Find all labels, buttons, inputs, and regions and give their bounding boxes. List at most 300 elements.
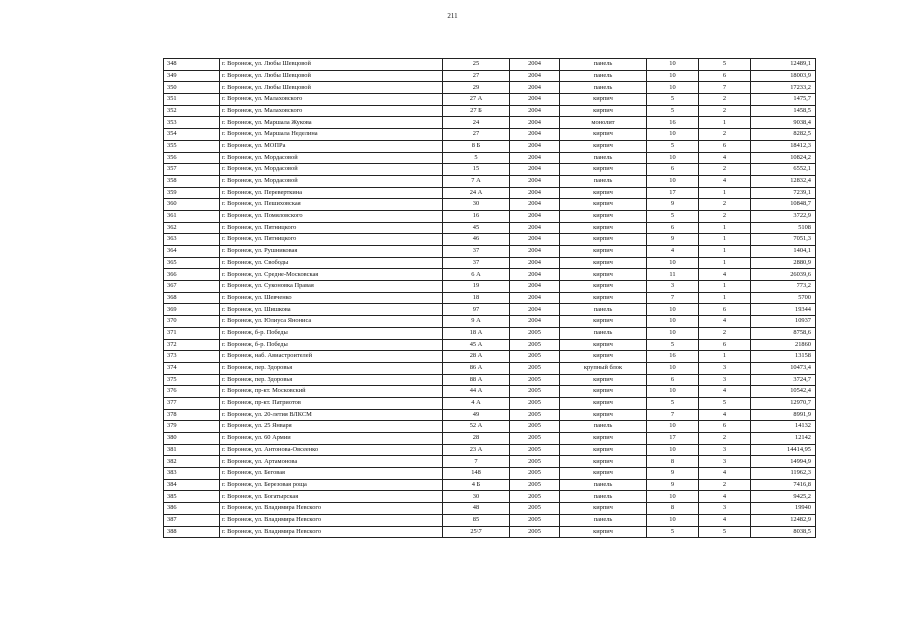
wall-material-cell: кирпич bbox=[560, 339, 647, 351]
year-cell: 2005 bbox=[510, 456, 560, 468]
wall-material-cell: монолит bbox=[560, 117, 647, 129]
floors-cell: 10 bbox=[647, 59, 699, 71]
house-number-cell: 28 bbox=[443, 433, 510, 445]
row-number-cell: 359 bbox=[164, 187, 220, 199]
table-row bbox=[164, 199, 816, 211]
wall-material-cell: кирпич bbox=[560, 526, 647, 538]
wall-material-cell: панель bbox=[560, 327, 647, 339]
area-cell: 6552,1 bbox=[751, 164, 816, 176]
wall-material-cell: кирпич bbox=[560, 386, 647, 398]
floors-cell: 9 bbox=[647, 479, 699, 491]
area-cell: 3724,7 bbox=[751, 374, 816, 386]
row-number-cell: 352 bbox=[164, 105, 220, 117]
area-cell: 7051,3 bbox=[751, 234, 816, 246]
table-row bbox=[164, 246, 816, 258]
year-cell: 2004 bbox=[510, 152, 560, 164]
table-row bbox=[164, 164, 816, 176]
row-number-cell: 349 bbox=[164, 70, 220, 82]
row-number-cell: 375 bbox=[164, 374, 220, 386]
entrances-cell: 4 bbox=[699, 316, 751, 328]
house-number-cell: 45 А bbox=[443, 339, 510, 351]
floors-cell: 6 bbox=[647, 374, 699, 386]
house-number-cell: 37 bbox=[443, 246, 510, 258]
wall-material-cell: кирпич bbox=[560, 444, 647, 456]
table-row bbox=[164, 281, 816, 293]
wall-material-cell: кирпич bbox=[560, 246, 647, 258]
table-row bbox=[164, 140, 816, 152]
row-number-cell: 388 bbox=[164, 526, 220, 538]
house-number-cell: 6 А bbox=[443, 269, 510, 281]
area-cell: 7416,8 bbox=[751, 479, 816, 491]
entrances-cell: 6 bbox=[699, 70, 751, 82]
address-cell: г. Воронеж, ул. Любы Шевцовой bbox=[220, 59, 443, 71]
house-number-cell: 24 bbox=[443, 117, 510, 129]
house-number-cell: 46 bbox=[443, 234, 510, 246]
year-cell: 2004 bbox=[510, 269, 560, 281]
area-cell: 2880,9 bbox=[751, 257, 816, 269]
year-cell: 2005 bbox=[510, 468, 560, 480]
area-cell: 5108 bbox=[751, 222, 816, 234]
table-row bbox=[164, 316, 816, 328]
table-row bbox=[164, 152, 816, 164]
floors-cell: 10 bbox=[647, 316, 699, 328]
floors-cell: 5 bbox=[647, 94, 699, 106]
floors-cell: 8 bbox=[647, 456, 699, 468]
row-number-cell: 381 bbox=[164, 444, 220, 456]
house-number-cell: 27 А bbox=[443, 94, 510, 106]
area-cell: 3722,9 bbox=[751, 210, 816, 222]
address-cell: г. Воронеж, ул. Владимира Невского bbox=[220, 514, 443, 526]
table-row bbox=[164, 374, 816, 386]
address-cell: г. Воронеж, ул. Мордасовой bbox=[220, 175, 443, 187]
row-number-cell: 357 bbox=[164, 164, 220, 176]
wall-material-cell: панель bbox=[560, 175, 647, 187]
wall-material-cell: панель bbox=[560, 421, 647, 433]
row-number-cell: 387 bbox=[164, 514, 220, 526]
entrances-cell: 5 bbox=[699, 59, 751, 71]
floors-cell: 11 bbox=[647, 269, 699, 281]
entrances-cell: 3 bbox=[699, 456, 751, 468]
house-number-cell: 5 bbox=[443, 152, 510, 164]
house-number-cell: 27 Б bbox=[443, 105, 510, 117]
house-number-cell: 30 bbox=[443, 199, 510, 211]
floors-cell: 5 bbox=[647, 105, 699, 117]
floors-cell: 10 bbox=[647, 129, 699, 141]
area-cell: 26039,6 bbox=[751, 269, 816, 281]
area-cell: 19940 bbox=[751, 503, 816, 515]
wall-material-cell: кирпич bbox=[560, 210, 647, 222]
year-cell: 2005 bbox=[510, 433, 560, 445]
address-cell: г. Воронеж, ул. Шишкова bbox=[220, 304, 443, 316]
wall-material-cell: панель bbox=[560, 70, 647, 82]
wall-material-cell: кирпич bbox=[560, 316, 647, 328]
address-cell: г. Воронеж, ул. Любы Шевцовой bbox=[220, 70, 443, 82]
floors-cell: 10 bbox=[647, 421, 699, 433]
housing-table bbox=[163, 58, 816, 538]
address-cell: г. Воронеж, ул. Владимира Невского bbox=[220, 526, 443, 538]
wall-material-cell: панель bbox=[560, 491, 647, 503]
wall-material-cell: панель bbox=[560, 304, 647, 316]
year-cell: 2004 bbox=[510, 199, 560, 211]
area-cell: 10937 bbox=[751, 316, 816, 328]
entrances-cell: 6 bbox=[699, 304, 751, 316]
floors-cell: 9 bbox=[647, 468, 699, 480]
address-cell: г. Воронеж, ул. Юлиуса Янониса bbox=[220, 316, 443, 328]
address-cell: г. Воронеж, ул. Владимира Невского bbox=[220, 503, 443, 515]
floors-cell: 6 bbox=[647, 164, 699, 176]
house-number-cell: 88 А bbox=[443, 374, 510, 386]
wall-material-cell: кирпич bbox=[560, 468, 647, 480]
address-cell: г. Воронеж, ул. Любы Шевцовой bbox=[220, 82, 443, 94]
area-cell: 9038,4 bbox=[751, 117, 816, 129]
row-number-cell: 364 bbox=[164, 246, 220, 258]
house-number-cell: 86 А bbox=[443, 362, 510, 374]
floors-cell: 5 bbox=[647, 140, 699, 152]
area-cell: 21860 bbox=[751, 339, 816, 351]
table-row bbox=[164, 105, 816, 117]
house-number-cell: 52 А bbox=[443, 421, 510, 433]
entrances-cell: 5 bbox=[699, 397, 751, 409]
entrances-cell: 3 bbox=[699, 374, 751, 386]
house-number-cell: 49 bbox=[443, 409, 510, 421]
address-cell: г. Воронеж, ул. Беговая bbox=[220, 468, 443, 480]
table-row bbox=[164, 234, 816, 246]
area-cell: 14994,9 bbox=[751, 456, 816, 468]
floors-cell: 7 bbox=[647, 409, 699, 421]
year-cell: 2004 bbox=[510, 117, 560, 129]
address-cell: г. Воронеж, ул. Артамонова bbox=[220, 456, 443, 468]
address-cell: г. Воронеж, ул. Рушниковая bbox=[220, 246, 443, 258]
address-cell: г. Воронеж, пр-кт. Московский bbox=[220, 386, 443, 398]
house-number-cell: 8 Б bbox=[443, 140, 510, 152]
house-number-cell: 18 bbox=[443, 292, 510, 304]
entrances-cell: 7 bbox=[699, 82, 751, 94]
floors-cell: 10 bbox=[647, 175, 699, 187]
area-cell: 8758,6 bbox=[751, 327, 816, 339]
house-number-cell: 4 Б bbox=[443, 479, 510, 491]
entrances-cell: 4 bbox=[699, 175, 751, 187]
house-number-cell: 44 А bbox=[443, 386, 510, 398]
entrances-cell: 1 bbox=[699, 246, 751, 258]
year-cell: 2004 bbox=[510, 246, 560, 258]
area-cell: 11962,3 bbox=[751, 468, 816, 480]
floors-cell: 10 bbox=[647, 386, 699, 398]
year-cell: 2005 bbox=[510, 339, 560, 351]
floors-cell: 10 bbox=[647, 491, 699, 503]
row-number-cell: 371 bbox=[164, 327, 220, 339]
table-row bbox=[164, 327, 816, 339]
row-number-cell: 367 bbox=[164, 281, 220, 293]
row-number-cell: 370 bbox=[164, 316, 220, 328]
entrances-cell: 3 bbox=[699, 503, 751, 515]
year-cell: 2005 bbox=[510, 386, 560, 398]
row-number-cell: 372 bbox=[164, 339, 220, 351]
table-row bbox=[164, 362, 816, 374]
year-cell: 2004 bbox=[510, 316, 560, 328]
address-cell: г. Воронеж, ул. Антонова-Овсеенко bbox=[220, 444, 443, 456]
area-cell: 7239,1 bbox=[751, 187, 816, 199]
area-cell: 5700 bbox=[751, 292, 816, 304]
row-number-cell: 386 bbox=[164, 503, 220, 515]
address-cell: г. Воронеж, ул. Пятницкого bbox=[220, 222, 443, 234]
floors-cell: 16 bbox=[647, 351, 699, 363]
year-cell: 2004 bbox=[510, 105, 560, 117]
year-cell: 2005 bbox=[510, 351, 560, 363]
table-row bbox=[164, 503, 816, 515]
wall-material-cell: кирпич bbox=[560, 433, 647, 445]
address-cell: г. Воронеж, ул. 20-летия ВЛКСМ bbox=[220, 409, 443, 421]
house-number-cell: 25\7 bbox=[443, 526, 510, 538]
year-cell: 2004 bbox=[510, 59, 560, 71]
wall-material-cell: кирпич bbox=[560, 397, 647, 409]
year-cell: 2004 bbox=[510, 164, 560, 176]
area-cell: 14414,95 bbox=[751, 444, 816, 456]
area-cell: 1475,7 bbox=[751, 94, 816, 106]
wall-material-cell: кирпич bbox=[560, 374, 647, 386]
table-row bbox=[164, 129, 816, 141]
page-number: 211 bbox=[447, 12, 458, 20]
table-row bbox=[164, 351, 816, 363]
table-row bbox=[164, 409, 816, 421]
wall-material-cell: кирпич bbox=[560, 269, 647, 281]
floors-cell: 9 bbox=[647, 234, 699, 246]
address-cell: г. Воронеж, ул. Суконовка Правая bbox=[220, 281, 443, 293]
area-cell: 10824,2 bbox=[751, 152, 816, 164]
row-number-cell: 380 bbox=[164, 433, 220, 445]
house-number-cell: 27 bbox=[443, 129, 510, 141]
year-cell: 2005 bbox=[510, 491, 560, 503]
row-number-cell: 362 bbox=[164, 222, 220, 234]
address-cell: г. Воронеж, ул. Переверткина bbox=[220, 187, 443, 199]
wall-material-cell: кирпич bbox=[560, 234, 647, 246]
row-number-cell: 374 bbox=[164, 362, 220, 374]
table-row bbox=[164, 433, 816, 445]
area-cell: 19344 bbox=[751, 304, 816, 316]
row-number-cell: 361 bbox=[164, 210, 220, 222]
address-cell: г. Воронеж, ул. Малаховского bbox=[220, 94, 443, 106]
floors-cell: 4 bbox=[647, 246, 699, 258]
entrances-cell: 2 bbox=[699, 94, 751, 106]
row-number-cell: 355 bbox=[164, 140, 220, 152]
row-number-cell: 358 bbox=[164, 175, 220, 187]
address-cell: г. Воронеж, ул. Средне-Московская bbox=[220, 269, 443, 281]
table-row bbox=[164, 59, 816, 71]
area-cell: 12489,1 bbox=[751, 59, 816, 71]
wall-material-cell: кирпич bbox=[560, 351, 647, 363]
entrances-cell: 1 bbox=[699, 187, 751, 199]
house-number-cell: 27 bbox=[443, 70, 510, 82]
floors-cell: 16 bbox=[647, 117, 699, 129]
year-cell: 2004 bbox=[510, 94, 560, 106]
wall-material-cell: кирпич bbox=[560, 257, 647, 269]
address-cell: г. Воронеж, ул. 60 Армии bbox=[220, 433, 443, 445]
area-cell: 12970,7 bbox=[751, 397, 816, 409]
year-cell: 2005 bbox=[510, 327, 560, 339]
wall-material-cell: панель bbox=[560, 479, 647, 491]
address-cell: г. Воронеж, б-р. Победы bbox=[220, 339, 443, 351]
entrances-cell: 1 bbox=[699, 257, 751, 269]
address-cell: г. Воронеж, пр-кт. Патриотов bbox=[220, 397, 443, 409]
entrances-cell: 1 bbox=[699, 351, 751, 363]
entrances-cell: 4 bbox=[699, 409, 751, 421]
entrances-cell: 1 bbox=[699, 281, 751, 293]
year-cell: 2004 bbox=[510, 175, 560, 187]
entrances-cell: 1 bbox=[699, 117, 751, 129]
house-number-cell: 4 А bbox=[443, 397, 510, 409]
house-number-cell: 45 bbox=[443, 222, 510, 234]
wall-material-cell: кирпич bbox=[560, 281, 647, 293]
row-number-cell: 382 bbox=[164, 456, 220, 468]
house-number-cell: 30 bbox=[443, 491, 510, 503]
house-number-cell: 48 bbox=[443, 503, 510, 515]
area-cell: 17233,2 bbox=[751, 82, 816, 94]
table-row bbox=[164, 386, 816, 398]
floors-cell: 5 bbox=[647, 526, 699, 538]
row-number-cell: 376 bbox=[164, 386, 220, 398]
entrances-cell: 4 bbox=[699, 152, 751, 164]
area-cell: 12482,9 bbox=[751, 514, 816, 526]
row-number-cell: 351 bbox=[164, 94, 220, 106]
entrances-cell: 1 bbox=[699, 222, 751, 234]
year-cell: 2005 bbox=[510, 374, 560, 386]
address-cell: г. Воронеж, ул. Маршала Жукова bbox=[220, 117, 443, 129]
address-cell: г. Воронеж, пер. Здоровья bbox=[220, 362, 443, 374]
table-row bbox=[164, 222, 816, 234]
row-number-cell: 377 bbox=[164, 397, 220, 409]
area-cell: 10473,4 bbox=[751, 362, 816, 374]
wall-material-cell: кирпич bbox=[560, 409, 647, 421]
row-number-cell: 365 bbox=[164, 257, 220, 269]
year-cell: 2004 bbox=[510, 129, 560, 141]
wall-material-cell: крупный блок bbox=[560, 362, 647, 374]
table-row bbox=[164, 175, 816, 187]
floors-cell: 17 bbox=[647, 433, 699, 445]
entrances-cell: 4 bbox=[699, 514, 751, 526]
year-cell: 2004 bbox=[510, 70, 560, 82]
floors-cell: 8 bbox=[647, 503, 699, 515]
table-row bbox=[164, 468, 816, 480]
year-cell: 2005 bbox=[510, 362, 560, 374]
floors-cell: 3 bbox=[647, 281, 699, 293]
house-number-cell: 18 А bbox=[443, 327, 510, 339]
address-cell: г. Воронеж, ул. МОПРа bbox=[220, 140, 443, 152]
year-cell: 2005 bbox=[510, 444, 560, 456]
year-cell: 2005 bbox=[510, 397, 560, 409]
row-number-cell: 360 bbox=[164, 199, 220, 211]
wall-material-cell: кирпич bbox=[560, 164, 647, 176]
year-cell: 2004 bbox=[510, 304, 560, 316]
row-number-cell: 378 bbox=[164, 409, 220, 421]
house-number-cell: 148 bbox=[443, 468, 510, 480]
year-cell: 2005 bbox=[510, 479, 560, 491]
row-number-cell: 383 bbox=[164, 468, 220, 480]
area-cell: 9425,2 bbox=[751, 491, 816, 503]
area-cell: 14132 bbox=[751, 421, 816, 433]
entrances-cell: 2 bbox=[699, 479, 751, 491]
area-cell: 1458,5 bbox=[751, 105, 816, 117]
year-cell: 2004 bbox=[510, 187, 560, 199]
address-cell: г. Воронеж, ул. Мордасовой bbox=[220, 164, 443, 176]
address-cell: г. Воронеж, ул. Малаховского bbox=[220, 105, 443, 117]
table-row bbox=[164, 491, 816, 503]
table-row bbox=[164, 70, 816, 82]
entrances-cell: 2 bbox=[699, 164, 751, 176]
year-cell: 2004 bbox=[510, 257, 560, 269]
floors-cell: 6 bbox=[647, 222, 699, 234]
year-cell: 2004 bbox=[510, 140, 560, 152]
row-number-cell: 369 bbox=[164, 304, 220, 316]
table-row bbox=[164, 397, 816, 409]
floors-cell: 5 bbox=[647, 339, 699, 351]
house-number-cell: 97 bbox=[443, 304, 510, 316]
area-cell: 8038,5 bbox=[751, 526, 816, 538]
table-row bbox=[164, 304, 816, 316]
year-cell: 2004 bbox=[510, 82, 560, 94]
table-row bbox=[164, 82, 816, 94]
floors-cell: 7 bbox=[647, 292, 699, 304]
floors-cell: 10 bbox=[647, 257, 699, 269]
address-cell: г. Воронеж, пер. Здоровья bbox=[220, 374, 443, 386]
floors-cell: 5 bbox=[647, 397, 699, 409]
area-cell: 18412,3 bbox=[751, 140, 816, 152]
table-row bbox=[164, 339, 816, 351]
year-cell: 2004 bbox=[510, 292, 560, 304]
area-cell: 8991,9 bbox=[751, 409, 816, 421]
house-number-cell: 28 А bbox=[443, 351, 510, 363]
entrances-cell: 6 bbox=[699, 421, 751, 433]
floors-cell: 10 bbox=[647, 82, 699, 94]
year-cell: 2004 bbox=[510, 210, 560, 222]
floors-cell: 5 bbox=[647, 210, 699, 222]
area-cell: 10848,7 bbox=[751, 199, 816, 211]
table-row bbox=[164, 421, 816, 433]
row-number-cell: 350 bbox=[164, 82, 220, 94]
floors-cell: 10 bbox=[647, 152, 699, 164]
row-number-cell: 366 bbox=[164, 269, 220, 281]
address-cell: г. Воронеж, б-р. Победы bbox=[220, 327, 443, 339]
wall-material-cell: панель bbox=[560, 152, 647, 164]
house-number-cell: 15 bbox=[443, 164, 510, 176]
wall-material-cell: кирпич bbox=[560, 292, 647, 304]
year-cell: 2004 bbox=[510, 281, 560, 293]
row-number-cell: 368 bbox=[164, 292, 220, 304]
table-row bbox=[164, 479, 816, 491]
address-cell: г. Воронеж, ул. 25 Января bbox=[220, 421, 443, 433]
wall-material-cell: панель bbox=[560, 59, 647, 71]
wall-material-cell: кирпич bbox=[560, 140, 647, 152]
table-body bbox=[164, 59, 816, 538]
row-number-cell: 363 bbox=[164, 234, 220, 246]
row-number-cell: 356 bbox=[164, 152, 220, 164]
house-number-cell: 25 bbox=[443, 59, 510, 71]
row-number-cell: 384 bbox=[164, 479, 220, 491]
entrances-cell: 2 bbox=[699, 433, 751, 445]
year-cell: 2005 bbox=[510, 421, 560, 433]
year-cell: 2004 bbox=[510, 234, 560, 246]
address-cell: г. Воронеж, ул. Березовая роща bbox=[220, 479, 443, 491]
address-cell: г. Воронеж, ул. Пятницкого bbox=[220, 234, 443, 246]
wall-material-cell: кирпич bbox=[560, 129, 647, 141]
wall-material-cell: кирпич bbox=[560, 222, 647, 234]
table-row bbox=[164, 514, 816, 526]
house-number-cell: 37 bbox=[443, 257, 510, 269]
address-cell: г. Воронеж, наб. Авиастроителей bbox=[220, 351, 443, 363]
floors-cell: 10 bbox=[647, 327, 699, 339]
floors-cell: 17 bbox=[647, 187, 699, 199]
house-number-cell: 9 А bbox=[443, 316, 510, 328]
table-row bbox=[164, 117, 816, 129]
entrances-cell: 2 bbox=[699, 129, 751, 141]
